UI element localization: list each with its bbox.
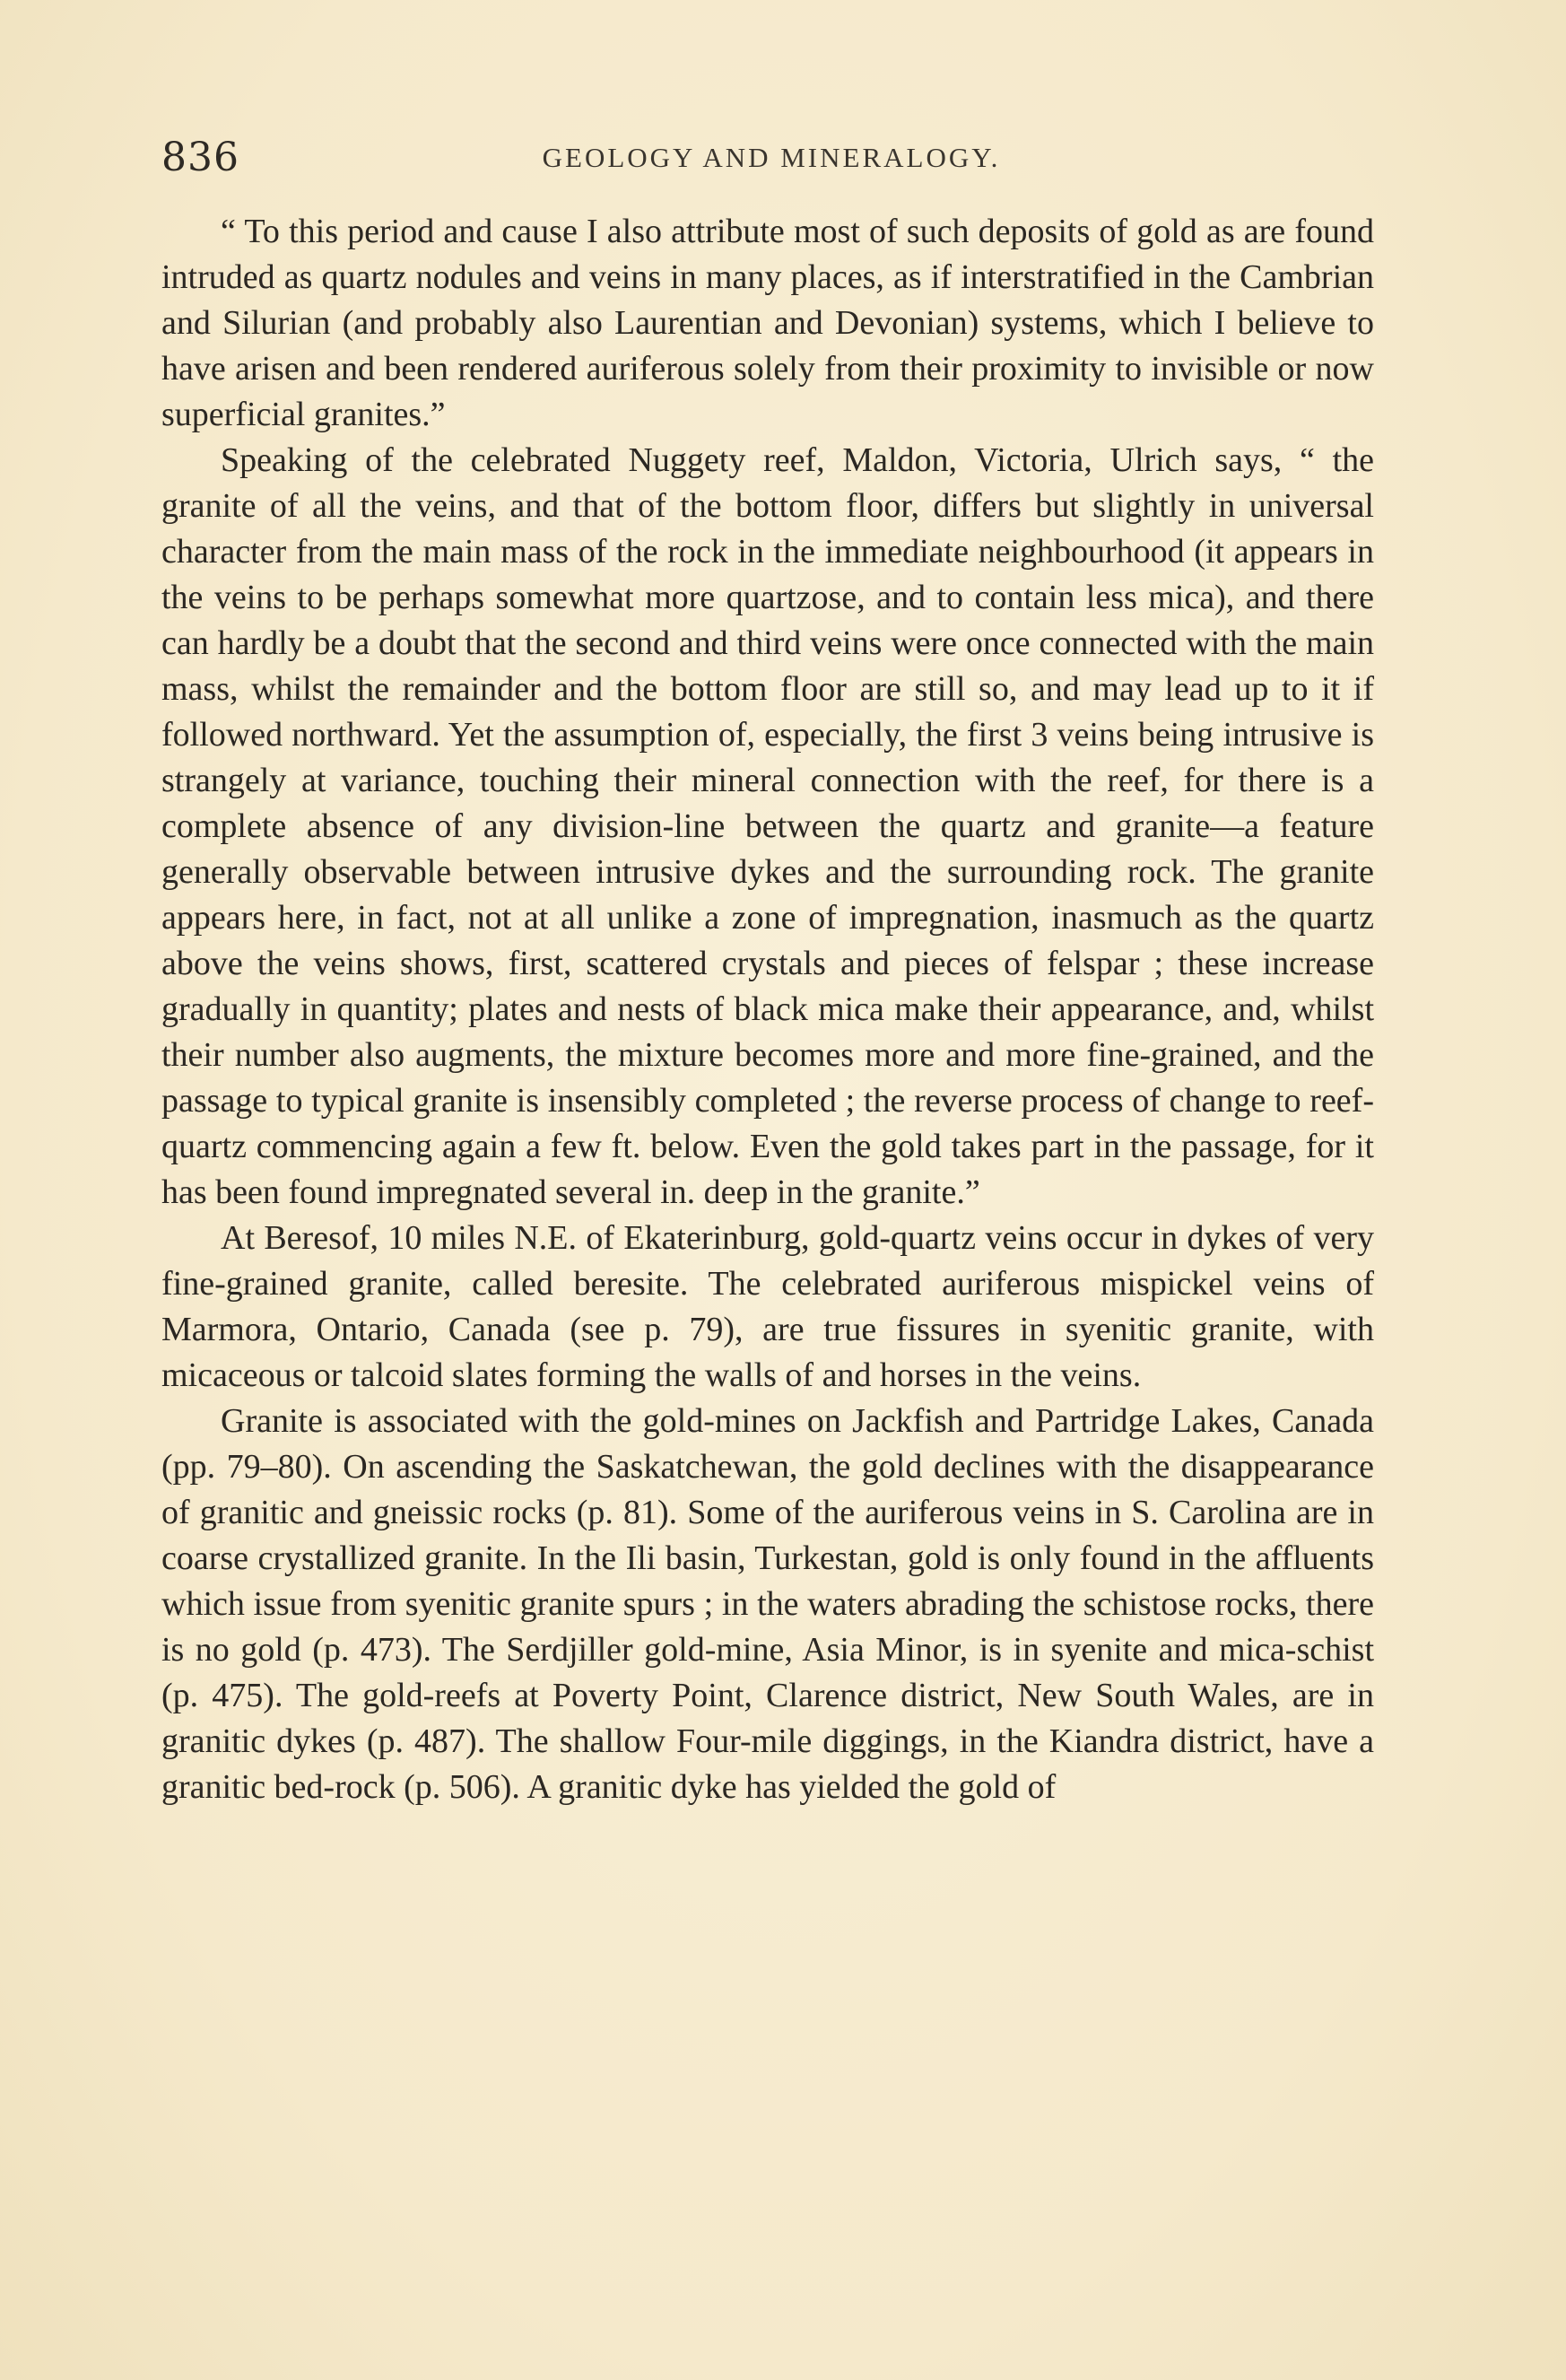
paragraph-beresof: At Beresof, 10 miles N.E. of Ekaterinburg, gold-quartz veins occur in dykes of very fine-grained granite, called beresite. The celebrated auriferous mispickel veins of Marmora, Ontario, Canada (see p. 79), are true fissures in syenitic granite, with micaceous or talcoid slates forming the walls of and horses in the veins.: [161, 1219, 1374, 1394]
page-header-title: GEOLOGY AND MINERALOGY.: [542, 142, 1001, 173]
paragraph-quote-granite-period: “ To this period and cause I also attribute most of such deposits of gold as are found intruded as quartz nodules and veins in many places, as if interstratified in the Cambrian and Silurian (and probably also Laurentian and Devonian) systems, which I believe to have arisen and been rendered auriferous solely from their proximity to invisible or now superficial granites.”: [161, 213, 1374, 433]
page-number: 836: [161, 135, 239, 180]
running-head: [161, 135, 1381, 188]
paragraph-nuggety-reef: Speaking of the celebrated Nuggety reef, Maldon, Victoria, Ulrich says, “ the granite of all the veins, and that of the bottom floor, differs but slightly in universal character from the main mass of the rock in the immediate neighbourhood (it appears in the veins to be perhaps somewhat more quartzose, and to contain less mica), and there can hardly be a doubt that the second and third veins were once connected with the main mass, whilst the remainder and the bottom floor are still so, and may lead up to it if followed northward. Yet the assumption of, especially, the first 3 veins being intrusive is strangely at variance, touching their mineral connection with the reef, for there is a complete absence of any division-line between the quartz and granite—a feature generally observable between intrusive dykes and the surrounding rock. The granite appears here, in fact, not at all unlike a zone of impregnation, inasmuch as the quartz above the veins shows, first, scattered crystals and pieces of felspar ; these increase gradually in quantity; plates and nests of black mica make their appearance, and, whilst their number also augments, the mixture becomes more and more fine-grained, and the passage to typical granite is insensibly completed ; the reverse process of change to reef-quartz commencing again a few ft. below. Even the gold takes part in the passage, for it has been found impregnated several in. deep in the granite.”: [161, 441, 1374, 1211]
paragraph-granite-associations: Granite is associated with the gold-mines on Jackfish and Partridge Lakes, Canada (pp. 79–80). On ascending the Saskatchewan, the gold declines with the disappearance of granitic and gneissic rocks (p. 81). Some of the auriferous veins in S. Carolina are in coarse crystallized granite. In the Ili basin, Turkestan, gold is only found in the affluents which issue from syenitic granite spurs ; in the waters abrading the schistose rocks, there is no gold (p. 473). The Serdjiller gold-mine, Asia Minor, is in syenite and mica-schist (p. 475). The gold-reefs at Poverty Point, Clarence district, New South Wales, are in granitic dykes (p. 487). The shallow Four-mile diggings, in the Kiandra district, have a granitic bed-rock (p. 506). A granitic dyke has yielded the gold of: [161, 1402, 1374, 1806]
body-text: [161, 209, 1374, 1810]
